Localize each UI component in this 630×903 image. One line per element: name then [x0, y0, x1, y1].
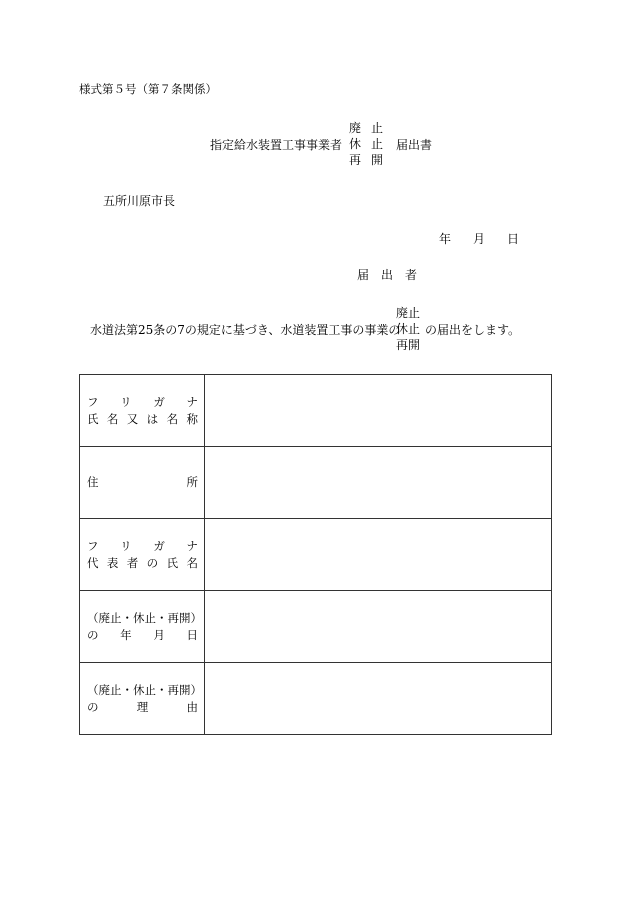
date-day-label: 日 [507, 232, 520, 246]
body-option-resume: 再開 [396, 338, 421, 352]
reason-input-cell[interactable] [205, 663, 552, 735]
addressee: 五所川原市長 [103, 194, 176, 208]
title-option-abolish: 廃 止 [349, 121, 383, 135]
table-row [80, 591, 552, 663]
notification-table [79, 374, 552, 735]
row-label-reason: （廃止・休止・再開） の 理 由 [80, 663, 205, 735]
date-line [439, 230, 519, 247]
row-label-name: フ リ ガ ナ 氏 名 又 は 名 称 [80, 375, 205, 447]
title-main: 指定給水装置工事事業者 [210, 138, 343, 152]
date-year-label: 年 [439, 232, 452, 246]
name-input-cell[interactable] [205, 375, 552, 447]
body-options [396, 305, 420, 353]
title-options [349, 120, 389, 168]
address-input-cell[interactable] [205, 447, 552, 519]
row-label-date: （廃止・休止・再開） の 年 月 日 [80, 591, 205, 663]
representative-input-cell[interactable] [205, 519, 552, 591]
body-text-suffix: の届出をします。 [425, 323, 521, 337]
title-option-resume: 再 開 [349, 153, 383, 167]
title-option-suspend: 休 止 [349, 137, 383, 151]
notifier-label: 届 出 者 [357, 268, 418, 282]
date-input-cell[interactable] [205, 591, 552, 663]
row-label-representative: フ リ ガ ナ 代 表 者 の 氏 名 [80, 519, 205, 591]
title-suffix: 届出書 [396, 138, 433, 152]
row-label-address: 住 所 [80, 447, 205, 519]
table-row [80, 663, 552, 735]
table-row [80, 519, 552, 591]
table-row [80, 447, 552, 519]
body-option-abolish: 廃止 [396, 306, 421, 320]
body-option-suspend: 休止 [396, 322, 421, 336]
table-row [80, 375, 552, 447]
form-number: 様式第５号（第７条関係） [79, 82, 217, 96]
body-text-main: 水道法第25条の7の規定に基づき、水道装置工事の事業の [90, 323, 401, 337]
date-month-label: 月 [473, 232, 486, 246]
